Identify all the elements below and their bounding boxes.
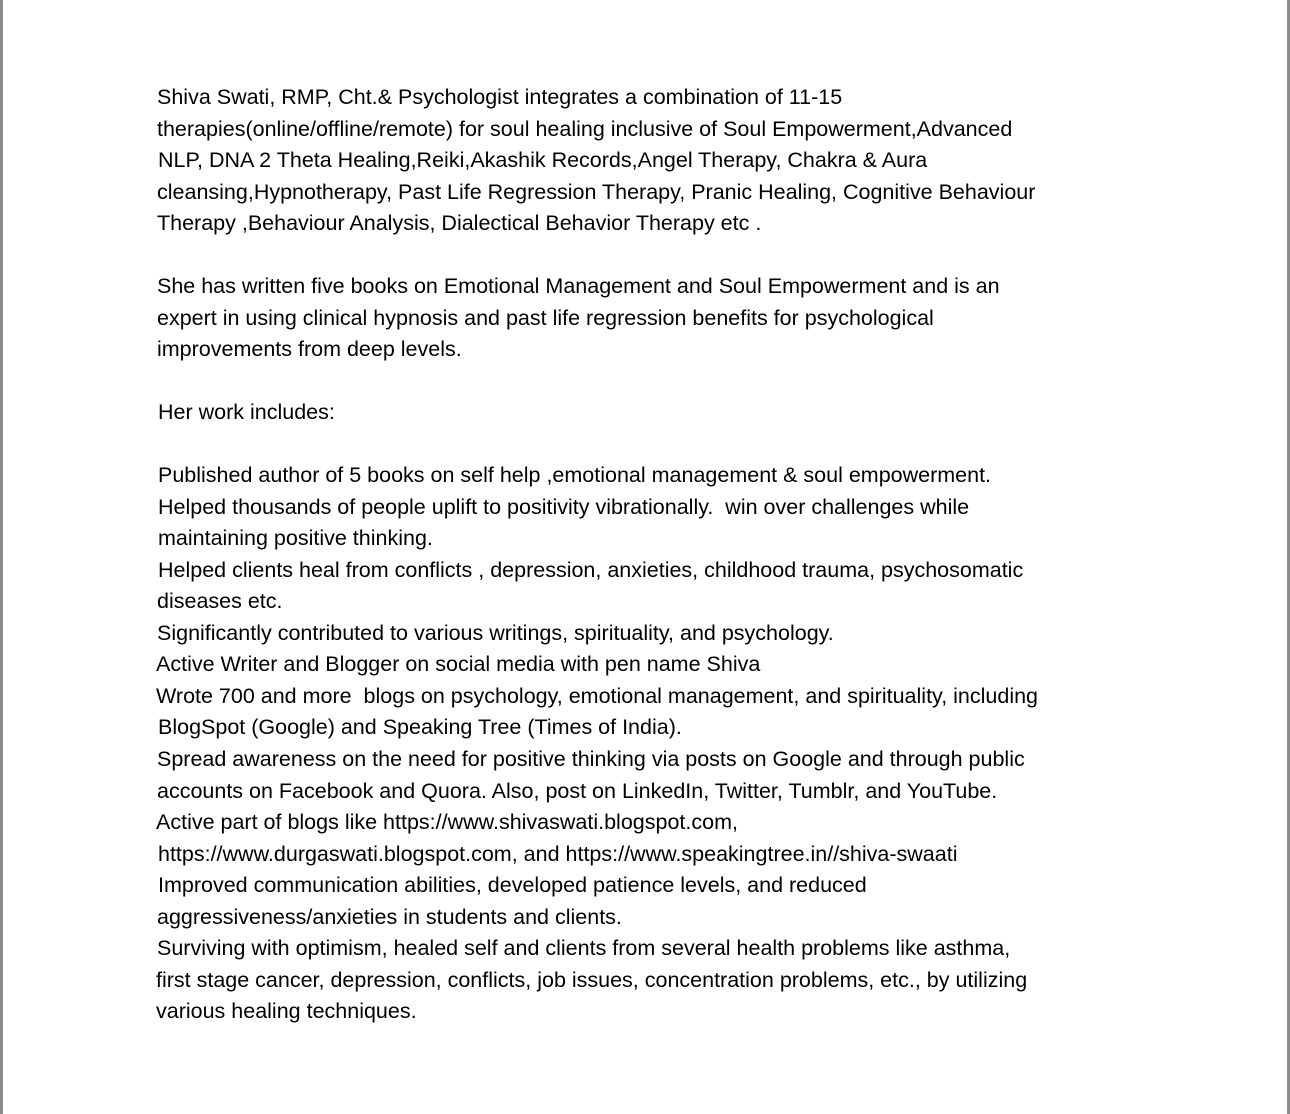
work-item: https://www.durgaswati.blogspot.com, and https://www.speakingtree.in//shiva-swaati bbox=[158, 842, 958, 866]
work-item: Helped clients heal from conflicts , depression, anxieties, childhood trauma, psychosomatic bbox=[158, 558, 1024, 582]
work-item: diseases etc. bbox=[157, 589, 283, 613]
text-line: cleansing,Hypnotherapy, Past Life Regression Therapy, Pranic Healing, Cognitive Behaviour bbox=[157, 180, 1036, 204]
document-page bbox=[3, 0, 1287, 1114]
text-line: NLP, DNA 2 Theta Healing,Reiki,Akashik Records,Angel Therapy, Chakra & Aura bbox=[158, 148, 928, 172]
work-item: Published author of 5 books on self help ,emotional management & soul empowerment. bbox=[158, 463, 992, 487]
work-item: various healing techniques. bbox=[156, 999, 417, 1023]
work-item: Active part of blogs like https://www.shivaswati.blogspot.com, bbox=[156, 810, 738, 834]
work-item: first stage cancer, depression, conflicts, job issues, concentration problems, etc., by utilizing bbox=[156, 968, 1028, 992]
text-line: improvements from deep levels. bbox=[157, 337, 462, 361]
work-item: Surviving with optimism, healed self and clients from several health problems like asthma, bbox=[157, 936, 1011, 960]
work-item: maintaining positive thinking. bbox=[158, 526, 433, 550]
work-item: Significantly contributed to various writings, spirituality, and psychology. bbox=[157, 621, 834, 645]
text-line: therapies(online/offline/remote) for soul healing inclusive of Soul Empowerment,Advanced bbox=[157, 117, 1013, 141]
work-item: BlogSpot (Google) and Speaking Tree (Times of India). bbox=[158, 715, 682, 739]
work-item: Helped thousands of people uplift to positivity vibrationally. win over challenges while bbox=[158, 495, 970, 519]
text-line: Shiva Swati, RMP, Cht.& Psychologist integrates a combination of 11-15 bbox=[157, 85, 843, 109]
work-item: Wrote 700 and more blogs on psychology, emotional management, and spirituality, including bbox=[156, 684, 1039, 708]
work-item: Spread awareness on the need for positive thinking via posts on Google and through public bbox=[157, 747, 1025, 771]
work-item: aggressiveness/anxieties in students and clients. bbox=[157, 905, 622, 929]
work-item: Improved communication abilities, developed patience levels, and reduced bbox=[158, 873, 867, 897]
text-line: She has written five books on Emotional Management and Soul Empowerment and is an bbox=[157, 274, 1000, 298]
text-line: expert in using clinical hypnosis and past life regression benefits for psychological bbox=[157, 306, 934, 330]
work-item: accounts on Facebook and Quora. Also, post on LinkedIn, Twitter, Tumblr, and YouTube. bbox=[157, 779, 998, 803]
work-heading: Her work includes: bbox=[158, 400, 335, 424]
work-item: Active Writer and Blogger on social media with pen name Shiva bbox=[156, 652, 761, 676]
text-line: Therapy ,Behaviour Analysis, Dialectical Behavior Therapy etc . bbox=[157, 211, 762, 235]
